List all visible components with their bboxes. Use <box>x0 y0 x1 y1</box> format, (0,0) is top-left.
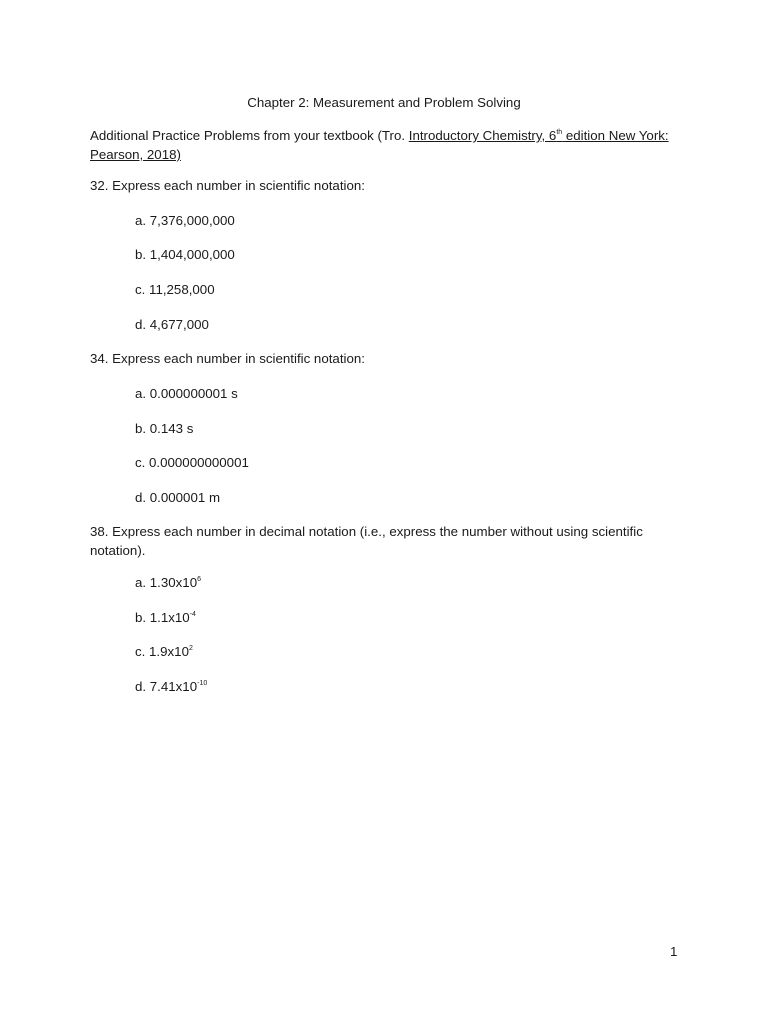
question-34-item-a: a. 0.000000001 s <box>135 386 238 401</box>
question-34-item-d: d. 0.000001 m <box>135 490 221 505</box>
question-32-item-d: d. 4,677,000 <box>135 317 209 332</box>
question-34-item-c: c. 0.000000000001 <box>135 455 249 470</box>
question-38-item-a <box>135 573 201 592</box>
page-number: 1 <box>670 944 678 959</box>
question-34-item-b: b. 0.143 s <box>135 421 194 436</box>
intro-paragraph <box>90 126 680 164</box>
book-title-part1: Introductory Chemistry, 6 <box>408 128 557 143</box>
book-edition-superscript: th <box>556 129 563 136</box>
question-38-item-a-exponent: 6 <box>197 576 202 583</box>
question-38-item-d <box>135 677 207 696</box>
question-32-item-a: a. 7,376,000,000 <box>135 213 235 228</box>
question-38-item-d-exponent: -10 <box>197 680 208 687</box>
question-32-prompt: 32. Express each number in scientific notation: <box>90 178 365 193</box>
question-38-item-c <box>135 642 193 661</box>
question-38-item-b-base: b. 1.1x10 <box>135 610 190 625</box>
intro-lead: Additional Practice Problems from your textbook (Tro. <box>90 128 409 143</box>
page-title: Chapter 2: Measurement and Problem Solving <box>247 95 521 110</box>
question-38-item-c-base: c. 1.9x10 <box>135 644 189 659</box>
question-38-item-c-exponent: 2 <box>188 645 193 652</box>
question-32-item-b: b. 1,404,000,000 <box>135 247 235 262</box>
question-38-item-b-exponent: -4 <box>189 611 196 618</box>
question-38-item-d-base: d. 7.41x10 <box>135 679 198 694</box>
question-34-prompt: 34. Express each number in scientific notation: <box>90 351 365 366</box>
question-38-prompt: 38. Express each number in decimal notation (i.e., express the number without using scientific notation). <box>90 524 643 558</box>
question-38-item-a-base: a. 1.30x10 <box>135 575 198 590</box>
question-38-item-b <box>135 608 196 627</box>
book-title-part2: edition New York: Pearson, 2018) <box>90 128 669 162</box>
question-32-item-c: c. 11,258,000 <box>135 282 215 297</box>
